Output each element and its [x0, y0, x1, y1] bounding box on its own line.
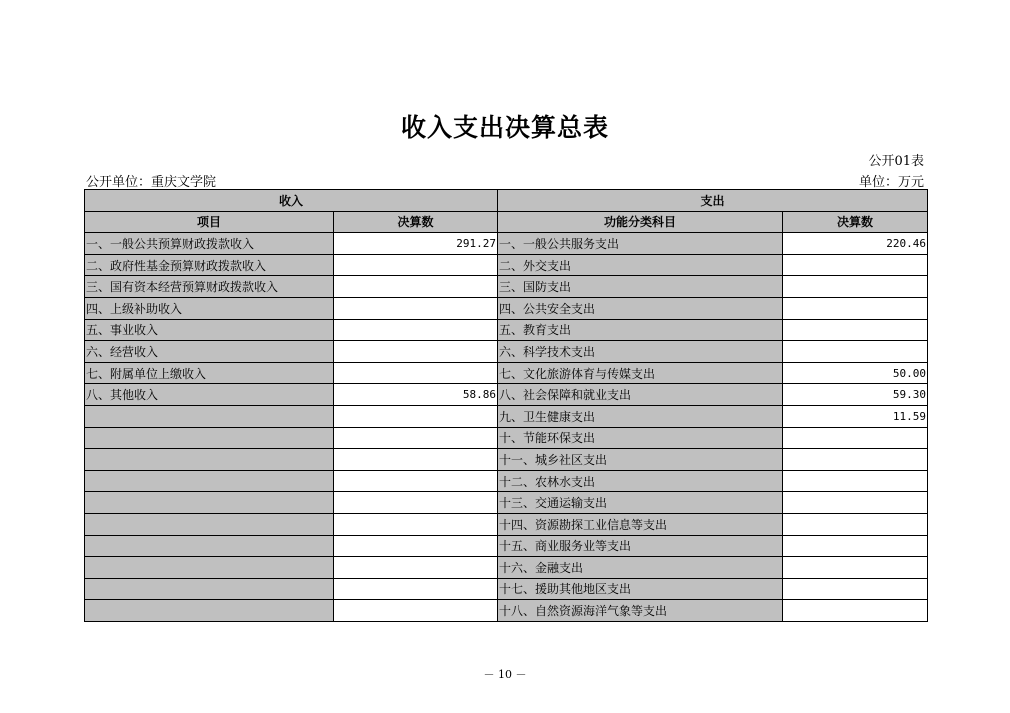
income-item [85, 405, 334, 427]
income-item: 七、附属单位上缴收入 [85, 362, 334, 384]
table-row [85, 557, 928, 579]
income-amount [334, 341, 498, 363]
table-row [85, 233, 928, 255]
income-item [85, 427, 334, 449]
income-item [85, 578, 334, 600]
income-amount: 58.86 [334, 384, 498, 406]
income-amount [334, 319, 498, 341]
summary-table [84, 189, 928, 622]
income-item: 四、上级补助收入 [85, 297, 334, 319]
income-item: 二、政府性基金预算财政拨款收入 [85, 254, 334, 276]
income-item [85, 449, 334, 471]
expense-item: 六、科学技术支出 [498, 341, 783, 363]
expense-amount: 11.59 [783, 405, 928, 427]
income-amount [334, 449, 498, 471]
expense-amount [783, 557, 928, 579]
col-item: 项目 [85, 211, 334, 233]
expense-item: 十一、城乡社区支出 [498, 449, 783, 471]
income-amount [334, 492, 498, 514]
income-amount [334, 535, 498, 557]
expense-amount [783, 492, 928, 514]
income-amount [334, 405, 498, 427]
table-row [85, 341, 928, 363]
table-row [85, 513, 928, 535]
income-item: 三、国有资本经营预算财政拨款收入 [85, 276, 334, 298]
expense-item: 八、社会保障和就业支出 [498, 384, 783, 406]
table-row [85, 535, 928, 557]
expense-amount: 220.46 [783, 233, 928, 255]
income-header: 收入 [85, 190, 498, 212]
page-number: － 10 － [483, 668, 527, 681]
table-row [85, 600, 928, 622]
expense-item: 十三、交通运输支出 [498, 492, 783, 514]
table-row [85, 384, 928, 406]
table-row [85, 492, 928, 514]
page-title: 收入支出决算总表 [400, 113, 609, 142]
income-amount [334, 470, 498, 492]
col-category: 功能分类科目 [498, 211, 783, 233]
income-amount [334, 276, 498, 298]
income-item: 八、其他收入 [85, 384, 334, 406]
col-amount: 决算数 [334, 211, 498, 233]
expense-item: 十八、自然资源海洋气象等支出 [498, 600, 783, 622]
form-number: 公开01表 [868, 154, 924, 169]
expense-amount [783, 297, 928, 319]
income-item [85, 492, 334, 514]
expense-amount: 50.00 [783, 362, 928, 384]
expense-amount [783, 319, 928, 341]
income-item: 一、一般公共预算财政拨款收入 [85, 233, 334, 255]
income-item [85, 513, 334, 535]
income-item [85, 600, 334, 622]
expense-item: 七、文化旅游体育与传媒支出 [498, 362, 783, 384]
table-row [85, 362, 928, 384]
expense-item: 三、国防支出 [498, 276, 783, 298]
expense-header: 支出 [498, 190, 928, 212]
income-amount [334, 600, 498, 622]
expense-item: 九、卫生健康支出 [498, 405, 783, 427]
expense-amount [783, 449, 928, 471]
income-amount [334, 362, 498, 384]
table-row [85, 405, 928, 427]
table-body [85, 233, 928, 622]
expense-item: 一、一般公共服务支出 [498, 233, 783, 255]
expense-amount [783, 276, 928, 298]
expense-item: 二、外交支出 [498, 254, 783, 276]
expense-item: 十二、农林水支出 [498, 470, 783, 492]
expense-amount: 59.30 [783, 384, 928, 406]
income-amount [334, 513, 498, 535]
expense-amount [783, 341, 928, 363]
table-row [85, 427, 928, 449]
income-amount [334, 427, 498, 449]
expense-amount [783, 513, 928, 535]
table-row [85, 254, 928, 276]
expense-amount [783, 535, 928, 557]
income-item: 六、经营收入 [85, 341, 334, 363]
org-label: 公开单位：重庆文学院 [86, 175, 217, 190]
table-row [85, 319, 928, 341]
table-row [85, 297, 928, 319]
expense-amount [783, 254, 928, 276]
income-item: 五、事业收入 [85, 319, 334, 341]
income-item [85, 557, 334, 579]
expense-item: 五、教育支出 [498, 319, 783, 341]
expense-item: 十七、援助其他地区支出 [498, 578, 783, 600]
expense-amount [783, 578, 928, 600]
expense-item: 四、公共安全支出 [498, 297, 783, 319]
col-amount-expense: 决算数 [783, 211, 928, 233]
expense-item: 十、节能环保支出 [498, 427, 783, 449]
expense-item: 十五、商业服务业等支出 [498, 535, 783, 557]
table-row [85, 449, 928, 471]
income-amount: 291.27 [334, 233, 498, 255]
expense-amount [783, 470, 928, 492]
table-row [85, 276, 928, 298]
expense-item: 十四、资源勘探工业信息等支出 [498, 513, 783, 535]
unit-label: 单位：万元 [858, 175, 924, 190]
income-amount [334, 578, 498, 600]
expense-amount [783, 427, 928, 449]
expense-item: 十六、金融支出 [498, 557, 783, 579]
expense-amount [783, 600, 928, 622]
income-amount [334, 254, 498, 276]
table-row [85, 578, 928, 600]
income-item [85, 535, 334, 557]
table-row [85, 470, 928, 492]
income-item [85, 470, 334, 492]
income-amount [334, 297, 498, 319]
income-amount [334, 557, 498, 579]
